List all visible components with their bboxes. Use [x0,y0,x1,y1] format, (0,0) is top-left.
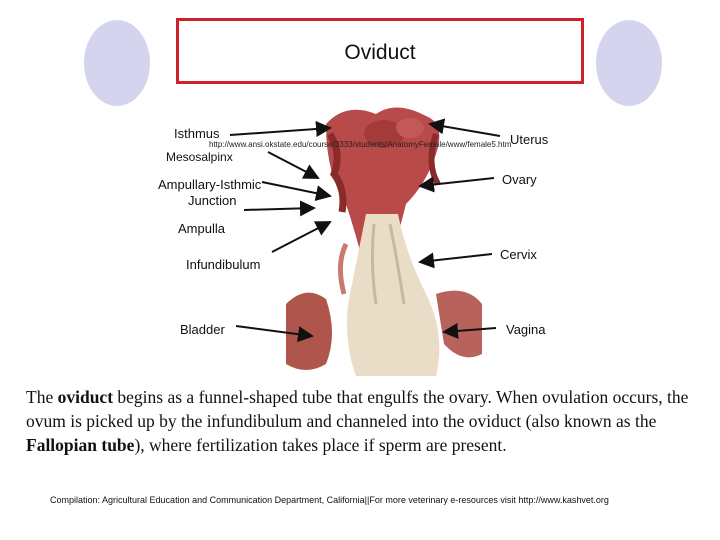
label-cervix: Cervix [500,247,537,262]
label-ampullary-isthmic-junction-line1: Ampullary-Isthmic [158,177,262,192]
label-ampullary-isthmic-junction-line2: Junction [188,193,237,208]
source-url: http://www.ansi.okstate.edu/course/3333/students/AnatomyFemale/www/female5.htm [209,140,512,149]
arrow-infundibulum [272,222,330,252]
label-bladder: Bladder [180,322,225,337]
arrow-uterus [430,124,500,136]
label-ampulla: Ampulla [178,221,225,236]
caption-text-3: ), where fertilization takes place if sperm are present. [134,435,507,455]
arrow-cervix [420,254,492,262]
caption-bold-fallopian-tube: Fallopian tube [26,435,135,455]
label-ovary: Ovary [502,172,537,187]
arrow-vagina [444,328,496,332]
arrow-mesosalpinx [268,152,318,178]
caption-text-1: The [26,387,58,407]
caption-text-2: begins as a funnel-shaped tube that engulfs the ovary. When ovulation occurs, the ovum is picked up by the infundibulum and channeled into the oviduct (also known as the [26,387,689,431]
caption-paragraph [26,385,706,457]
arrow-ampullary-isthmic [262,182,330,196]
label-vagina: Vagina [506,322,546,337]
slide-title: Oviduct [344,41,416,64]
arrow-ovary [420,178,494,186]
arrow-ampulla [244,208,314,210]
arrow-bladder [236,326,312,336]
footer-credit: Compilation: Agricultural Education and Communication Department, California||For more veterinary e-resources visit http://www.kashvet.org [50,495,609,505]
label-isthmus: Isthmus [174,126,220,141]
caption-bold-oviduct: oviduct [57,387,114,407]
label-mesosalpinx: Mesosalpinx [166,150,233,164]
label-uterus: Uterus [510,132,549,147]
label-infundibulum: Infundibulum [186,257,261,272]
arrow-isthmus [230,128,330,135]
